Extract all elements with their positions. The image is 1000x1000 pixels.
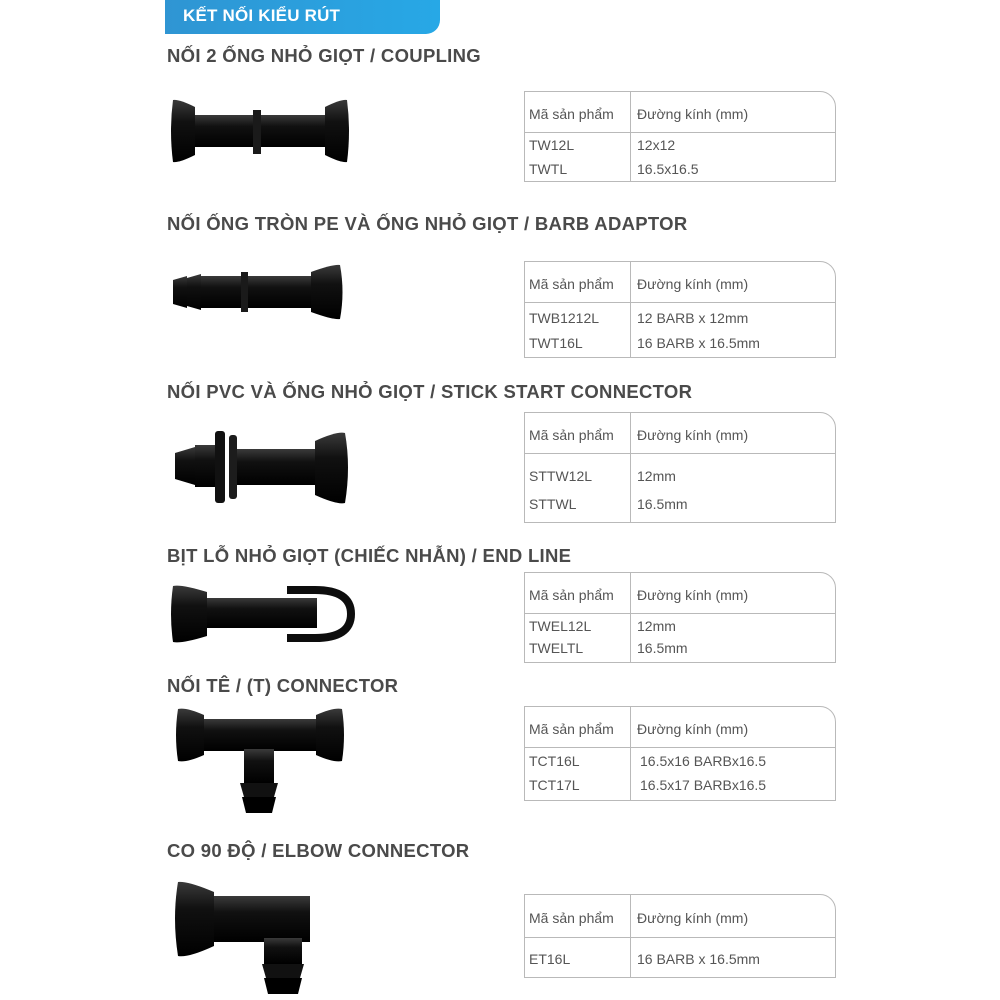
row-diameter: 12mm bbox=[637, 618, 676, 634]
row-diameter: 16.5mm bbox=[637, 496, 688, 512]
header-code: Mã sản phẩm bbox=[529, 910, 614, 926]
row-code: TCT16L bbox=[529, 753, 580, 769]
barb-adaptor-image bbox=[165, 262, 355, 322]
banner-label: KẾT NỐI KIỂU RÚT bbox=[183, 6, 341, 25]
section-title-barb-adaptor: NỐI ỐNG TRÒN PE VÀ ỐNG NHỎ GIỌT / BARB ADAPTOR bbox=[167, 213, 688, 234]
stick-start-image bbox=[165, 425, 355, 510]
row-diameter: 16.5mm bbox=[637, 640, 688, 656]
row-diameter: 12mm bbox=[637, 468, 676, 484]
header-diameter: Đường kính (mm) bbox=[637, 427, 749, 443]
section-title-end-line: BỊT LỖ NHỎ GIỌT (CHIẾC NHẪN) / END LINE bbox=[167, 545, 572, 566]
row-code: TWT16L bbox=[529, 335, 583, 351]
row-code: TWB1212L bbox=[529, 310, 600, 326]
row-code: TWEL12L bbox=[529, 618, 592, 634]
header-diameter: Đường kính (mm) bbox=[637, 721, 749, 737]
row-code: TW12L bbox=[529, 137, 575, 153]
header-diameter: Đường kính (mm) bbox=[637, 106, 749, 122]
spec-table-stick-start bbox=[524, 412, 836, 523]
row-diameter: 16.5x16.5 bbox=[637, 161, 699, 177]
spec-table-t-connector bbox=[524, 706, 836, 801]
spec-table-coupling bbox=[524, 91, 836, 182]
header-code: Mã sản phẩm bbox=[529, 587, 614, 603]
section-title-t-connector: NỐI TÊ / (T) CONNECTOR bbox=[167, 675, 399, 696]
spec-table-elbow bbox=[524, 894, 836, 978]
row-code: TWELTL bbox=[529, 640, 584, 656]
row-diameter: 12 BARB x 12mm bbox=[637, 310, 749, 326]
row-diameter: 12x12 bbox=[637, 137, 676, 153]
spec-table-end-line bbox=[524, 572, 836, 663]
section-banner bbox=[165, 0, 440, 34]
row-code: TCT17L bbox=[529, 777, 580, 793]
header-code: Mã sản phẩm bbox=[529, 721, 614, 737]
header-code: Mã sản phẩm bbox=[529, 106, 614, 122]
header-diameter: Đường kính (mm) bbox=[637, 910, 749, 926]
spec-table-barb-adaptor bbox=[524, 261, 836, 358]
t-connector-image bbox=[170, 705, 350, 820]
row-diameter: 16.5x17 BARBx16.5 bbox=[640, 777, 767, 793]
row-diameter: 16.5x16 BARBx16.5 bbox=[640, 753, 767, 769]
row-diameter: 16 BARB x 16.5mm bbox=[637, 951, 760, 967]
row-code: TWTL bbox=[529, 161, 568, 177]
elbow-connector-image bbox=[170, 880, 320, 996]
row-diameter: 16 BARB x 16.5mm bbox=[637, 335, 760, 351]
end-line-image bbox=[165, 580, 360, 650]
header-code: Mã sản phẩm bbox=[529, 276, 614, 292]
row-code: STTWL bbox=[529, 496, 577, 512]
section-title-coupling: NỐI 2 ỐNG NHỎ GIỌT / COUPLING bbox=[167, 45, 481, 66]
coupling-image bbox=[165, 95, 355, 170]
header-diameter: Đường kính (mm) bbox=[637, 587, 749, 603]
header-diameter: Đường kính (mm) bbox=[637, 276, 749, 292]
section-title-elbow: CO 90 ĐỘ / ELBOW CONNECTOR bbox=[167, 840, 470, 861]
section-title-stick-start: NỐI PVC VÀ ỐNG NHỎ GIỌT / STICK START CONNECTOR bbox=[167, 381, 693, 402]
row-code: ET16L bbox=[529, 951, 571, 967]
header-code: Mã sản phẩm bbox=[529, 427, 614, 443]
row-code: STTW12L bbox=[529, 468, 593, 484]
